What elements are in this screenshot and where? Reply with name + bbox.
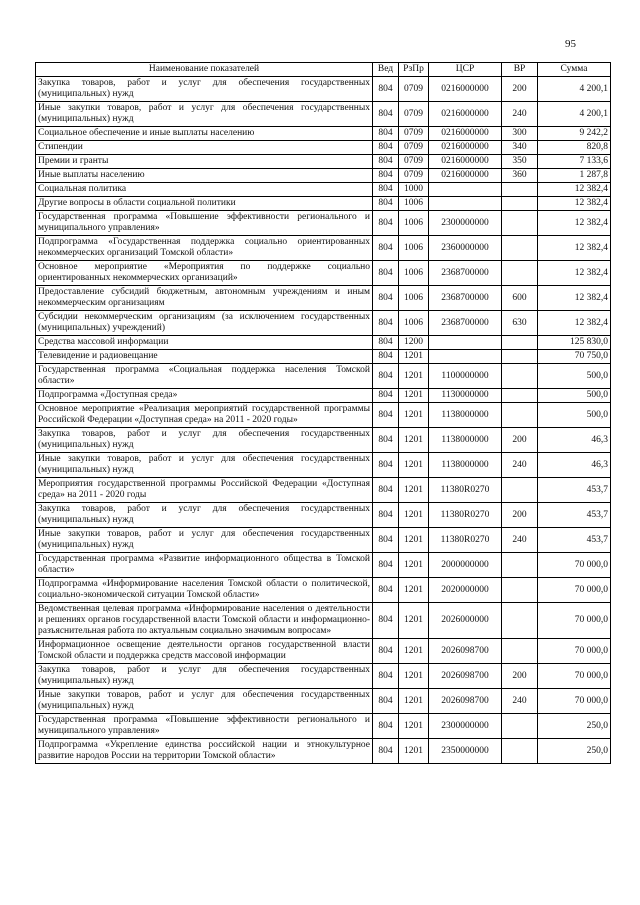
table-row (36, 553, 611, 578)
table-row (36, 141, 611, 155)
row-name: Иные закупки товаров, работ и услуг для обеспечения государственных (муниципальных) нужд (36, 689, 373, 714)
row-name: Средства массовой информации (36, 336, 373, 350)
row-vr (502, 603, 538, 639)
row-sum: 12 382,4 (538, 183, 611, 197)
row-rzpr: 1201 (399, 503, 429, 528)
table-row (36, 211, 611, 236)
row-csr: 0216000000 (429, 141, 502, 155)
row-name: Иные выплаты населению (36, 169, 373, 183)
row-rzpr: 1201 (399, 389, 429, 403)
row-vr (502, 211, 538, 236)
row-ved: 804 (373, 141, 399, 155)
header-csr: ЦСР (429, 63, 502, 77)
page-number: 95 (565, 38, 576, 50)
row-sum: 12 382,4 (538, 261, 611, 286)
row-ved: 804 (373, 453, 399, 478)
row-ved: 804 (373, 127, 399, 141)
row-rzpr: 1201 (399, 689, 429, 714)
row-rzpr: 1201 (399, 578, 429, 603)
row-csr: 11380R0270 (429, 528, 502, 553)
row-rzpr: 1006 (399, 236, 429, 261)
row-ved: 804 (373, 77, 399, 102)
row-rzpr: 1200 (399, 336, 429, 350)
row-name: Информационное освещение деятельности органов государственной власти Томской области и поддержка средств массовой информации (36, 639, 373, 664)
row-name: Субсидии некоммерческим организациям (за исключением государственных (муниципальных) учреждений) (36, 311, 373, 336)
row-vr (502, 389, 538, 403)
row-sum: 12 382,4 (538, 211, 611, 236)
table-row (36, 127, 611, 141)
row-name: Основное мероприятие «Мероприятия по поддержке социально ориентированных некоммерческих организаций» (36, 261, 373, 286)
table-row (36, 261, 611, 286)
header-rzpr: РзПр (399, 63, 429, 77)
row-sum: 12 382,4 (538, 311, 611, 336)
row-sum: 9 242,2 (538, 127, 611, 141)
row-rzpr: 1201 (399, 364, 429, 389)
row-csr: 0216000000 (429, 77, 502, 102)
table-row (36, 689, 611, 714)
row-ved: 804 (373, 183, 399, 197)
row-name: Государственная программа «Развитие информационного общества в Томской области» (36, 553, 373, 578)
row-ved: 804 (373, 553, 399, 578)
header-vr: ВР (502, 63, 538, 77)
row-csr: 2368700000 (429, 286, 502, 311)
row-vr: 360 (502, 169, 538, 183)
row-rzpr: 1006 (399, 261, 429, 286)
row-csr: 1138000000 (429, 453, 502, 478)
row-vr (502, 714, 538, 739)
row-rzpr: 1201 (399, 603, 429, 639)
row-vr: 240 (502, 528, 538, 553)
row-sum: 12 382,4 (538, 286, 611, 311)
row-csr: 2026098700 (429, 639, 502, 664)
table-row (36, 102, 611, 127)
table-row (36, 350, 611, 364)
row-ved: 804 (373, 364, 399, 389)
row-csr: 0216000000 (429, 102, 502, 127)
row-vr: 240 (502, 453, 538, 478)
row-csr: 0216000000 (429, 127, 502, 141)
row-sum: 70 000,0 (538, 639, 611, 664)
table-row (36, 714, 611, 739)
row-vr (502, 236, 538, 261)
row-rzpr: 1201 (399, 428, 429, 453)
row-name: Телевидение и радиовещание (36, 350, 373, 364)
row-name: Ведомственная целевая программа «Информирование населения о деятельности и решениях органов государственной власти Томской области и информационно-разъяснительная работа по актуальным социально значимым вопросам» (36, 603, 373, 639)
row-sum: 125 830,0 (538, 336, 611, 350)
row-rzpr: 0709 (399, 127, 429, 141)
row-rzpr: 1201 (399, 403, 429, 428)
row-vr: 200 (502, 503, 538, 528)
row-sum: 500,0 (538, 403, 611, 428)
row-ved: 804 (373, 689, 399, 714)
row-name: Стипендии (36, 141, 373, 155)
row-vr (502, 364, 538, 389)
row-vr (502, 639, 538, 664)
table-row (36, 364, 611, 389)
row-csr: 2026098700 (429, 689, 502, 714)
row-ved: 804 (373, 350, 399, 364)
table-row (36, 183, 611, 197)
budget-table (35, 62, 611, 764)
row-sum: 453,7 (538, 503, 611, 528)
row-rzpr: 1000 (399, 183, 429, 197)
row-sum: 4 200,1 (538, 102, 611, 127)
table-row (36, 739, 611, 764)
row-name: Мероприятия государственной программы Российской Федерации «Доступная среда» на 2011 - 2020 годы (36, 478, 373, 503)
row-sum: 453,7 (538, 528, 611, 553)
row-rzpr: 1006 (399, 197, 429, 211)
row-sum: 70 000,0 (538, 689, 611, 714)
row-ved: 804 (373, 336, 399, 350)
row-name: Государственная программа «Социальная поддержка населения Томской области» (36, 364, 373, 389)
row-ved: 804 (373, 664, 399, 689)
row-vr: 200 (502, 77, 538, 102)
row-csr: 0216000000 (429, 155, 502, 169)
row-rzpr: 1201 (399, 664, 429, 689)
row-csr: 1138000000 (429, 428, 502, 453)
row-rzpr: 0709 (399, 141, 429, 155)
row-name: Иные закупки товаров, работ и услуг для обеспечения государственных (муниципальных) нужд (36, 453, 373, 478)
row-sum: 70 000,0 (538, 603, 611, 639)
row-name: Закупка товаров, работ и услуг для обеспечения государственных (муниципальных) нужд (36, 428, 373, 453)
row-rzpr: 1201 (399, 453, 429, 478)
row-csr: 11380R0270 (429, 503, 502, 528)
row-ved: 804 (373, 236, 399, 261)
row-ved: 804 (373, 197, 399, 211)
row-ved: 804 (373, 169, 399, 183)
row-csr: 11380R0270 (429, 478, 502, 503)
row-name: Подпрограмма «Укрепление единства российской нации и этнокультурное развитие народов России на территории Томской области» (36, 739, 373, 764)
header-ved: Вед (373, 63, 399, 77)
row-name: Закупка товаров, работ и услуг для обеспечения государственных (муниципальных) нужд (36, 664, 373, 689)
row-vr: 200 (502, 428, 538, 453)
table-row (36, 578, 611, 603)
row-rzpr: 1006 (399, 286, 429, 311)
row-csr (429, 183, 502, 197)
table-row (36, 236, 611, 261)
header-name: Наименование показателей (36, 63, 373, 77)
row-vr (502, 350, 538, 364)
row-rzpr: 1201 (399, 739, 429, 764)
row-sum: 1 287,8 (538, 169, 611, 183)
row-name: Социальная политика (36, 183, 373, 197)
row-sum: 12 382,4 (538, 197, 611, 211)
row-rzpr: 1201 (399, 714, 429, 739)
table-row (36, 155, 611, 169)
row-name: Иные закупки товаров, работ и услуг для обеспечения государственных (муниципальных) нужд (36, 528, 373, 553)
table-row (36, 528, 611, 553)
table-row (36, 603, 611, 639)
row-vr (502, 261, 538, 286)
row-ved: 804 (373, 286, 399, 311)
row-vr: 350 (502, 155, 538, 169)
row-csr (429, 350, 502, 364)
row-csr: 2360000000 (429, 236, 502, 261)
row-ved: 804 (373, 503, 399, 528)
row-ved: 804 (373, 261, 399, 286)
row-vr: 600 (502, 286, 538, 311)
row-name: Основное мероприятие «Реализация мероприятий государственной программы Российской Федерации «Доступная среда» на 2011 - 2020 годы» (36, 403, 373, 428)
row-ved: 804 (373, 528, 399, 553)
row-ved: 804 (373, 311, 399, 336)
table-row (36, 503, 611, 528)
row-ved: 804 (373, 428, 399, 453)
row-name: Подпрограмма «Информирование населения Томской области о политической, социально-экономической ситуации Томской области» (36, 578, 373, 603)
row-name: Премии и гранты (36, 155, 373, 169)
row-csr: 2368700000 (429, 261, 502, 286)
row-vr: 240 (502, 102, 538, 127)
row-sum: 7 133,6 (538, 155, 611, 169)
row-rzpr: 0709 (399, 77, 429, 102)
row-csr: 2300000000 (429, 714, 502, 739)
row-sum: 500,0 (538, 364, 611, 389)
row-sum: 70 000,0 (538, 578, 611, 603)
row-rzpr: 1201 (399, 639, 429, 664)
row-ved: 804 (373, 603, 399, 639)
row-vr (502, 553, 538, 578)
row-vr: 200 (502, 664, 538, 689)
table-row (36, 428, 611, 453)
row-rzpr: 0709 (399, 155, 429, 169)
row-name: Закупка товаров, работ и услуг для обеспечения государственных (муниципальных) нужд (36, 77, 373, 102)
row-ved: 804 (373, 639, 399, 664)
row-csr: 2020000000 (429, 578, 502, 603)
row-sum: 250,0 (538, 739, 611, 764)
row-vr: 340 (502, 141, 538, 155)
row-ved: 804 (373, 478, 399, 503)
row-rzpr: 0709 (399, 169, 429, 183)
row-vr (502, 183, 538, 197)
row-name: Другие вопросы в области социальной политики (36, 197, 373, 211)
row-ved: 804 (373, 211, 399, 236)
row-ved: 804 (373, 102, 399, 127)
row-csr: 1130000000 (429, 389, 502, 403)
row-ved: 804 (373, 155, 399, 169)
row-csr: 2026000000 (429, 603, 502, 639)
row-csr: 2300000000 (429, 211, 502, 236)
row-vr: 630 (502, 311, 538, 336)
row-ved: 804 (373, 714, 399, 739)
table-row (36, 478, 611, 503)
table-row (36, 169, 611, 183)
row-csr: 0216000000 (429, 169, 502, 183)
row-csr (429, 197, 502, 211)
table-row (36, 311, 611, 336)
row-vr (502, 403, 538, 428)
row-rzpr: 1006 (399, 311, 429, 336)
row-sum: 70 000,0 (538, 664, 611, 689)
row-name: Государственная программа «Повышение эффективности регионального и муниципального управления» (36, 714, 373, 739)
row-csr: 2000000000 (429, 553, 502, 578)
row-sum: 820,8 (538, 141, 611, 155)
row-name: Закупка товаров, работ и услуг для обеспечения государственных (муниципальных) нужд (36, 503, 373, 528)
row-sum: 500,0 (538, 389, 611, 403)
row-vr (502, 336, 538, 350)
table-header-row (36, 63, 611, 77)
row-csr: 2026098700 (429, 664, 502, 689)
row-vr: 240 (502, 689, 538, 714)
row-ved: 804 (373, 739, 399, 764)
row-sum: 70 750,0 (538, 350, 611, 364)
table-row (36, 664, 611, 689)
row-ved: 804 (373, 389, 399, 403)
row-vr (502, 197, 538, 211)
row-rzpr: 1201 (399, 478, 429, 503)
row-name: Иные закупки товаров, работ и услуг для обеспечения государственных (муниципальных) нужд (36, 102, 373, 127)
row-csr (429, 336, 502, 350)
row-sum: 46,3 (538, 453, 611, 478)
row-vr (502, 578, 538, 603)
row-vr (502, 478, 538, 503)
row-csr: 2350000000 (429, 739, 502, 764)
row-ved: 804 (373, 578, 399, 603)
row-rzpr: 0709 (399, 102, 429, 127)
table-row (36, 389, 611, 403)
table-body (36, 77, 611, 764)
table-row (36, 336, 611, 350)
row-name: Предоставление субсидий бюджетным, автономным учреждениям и иным некоммерческим организациям (36, 286, 373, 311)
row-name: Социальное обеспечение и иные выплаты населению (36, 127, 373, 141)
table-row (36, 77, 611, 102)
table-row (36, 286, 611, 311)
row-csr: 2368700000 (429, 311, 502, 336)
row-csr: 1138000000 (429, 403, 502, 428)
row-rzpr: 1006 (399, 211, 429, 236)
row-vr: 300 (502, 127, 538, 141)
table-row (36, 453, 611, 478)
row-csr: 1100000000 (429, 364, 502, 389)
row-sum: 4 200,1 (538, 77, 611, 102)
header-sum: Сумма (538, 63, 611, 77)
table-row (36, 403, 611, 428)
table-row (36, 197, 611, 211)
row-vr (502, 739, 538, 764)
row-rzpr: 1201 (399, 528, 429, 553)
row-rzpr: 1201 (399, 553, 429, 578)
row-rzpr: 1201 (399, 350, 429, 364)
row-sum: 453,7 (538, 478, 611, 503)
row-name: Подпрограмма «Доступная среда» (36, 389, 373, 403)
row-ved: 804 (373, 403, 399, 428)
row-sum: 12 382,4 (538, 236, 611, 261)
row-sum: 70 000,0 (538, 553, 611, 578)
table-row (36, 639, 611, 664)
row-name: Подпрограмма «Государственная поддержка социально ориентированных некоммерческих организаций Томской области» (36, 236, 373, 261)
row-sum: 250,0 (538, 714, 611, 739)
row-sum: 46,3 (538, 428, 611, 453)
row-name: Государственная программа «Повышение эффективности регионального и муниципального управления» (36, 211, 373, 236)
